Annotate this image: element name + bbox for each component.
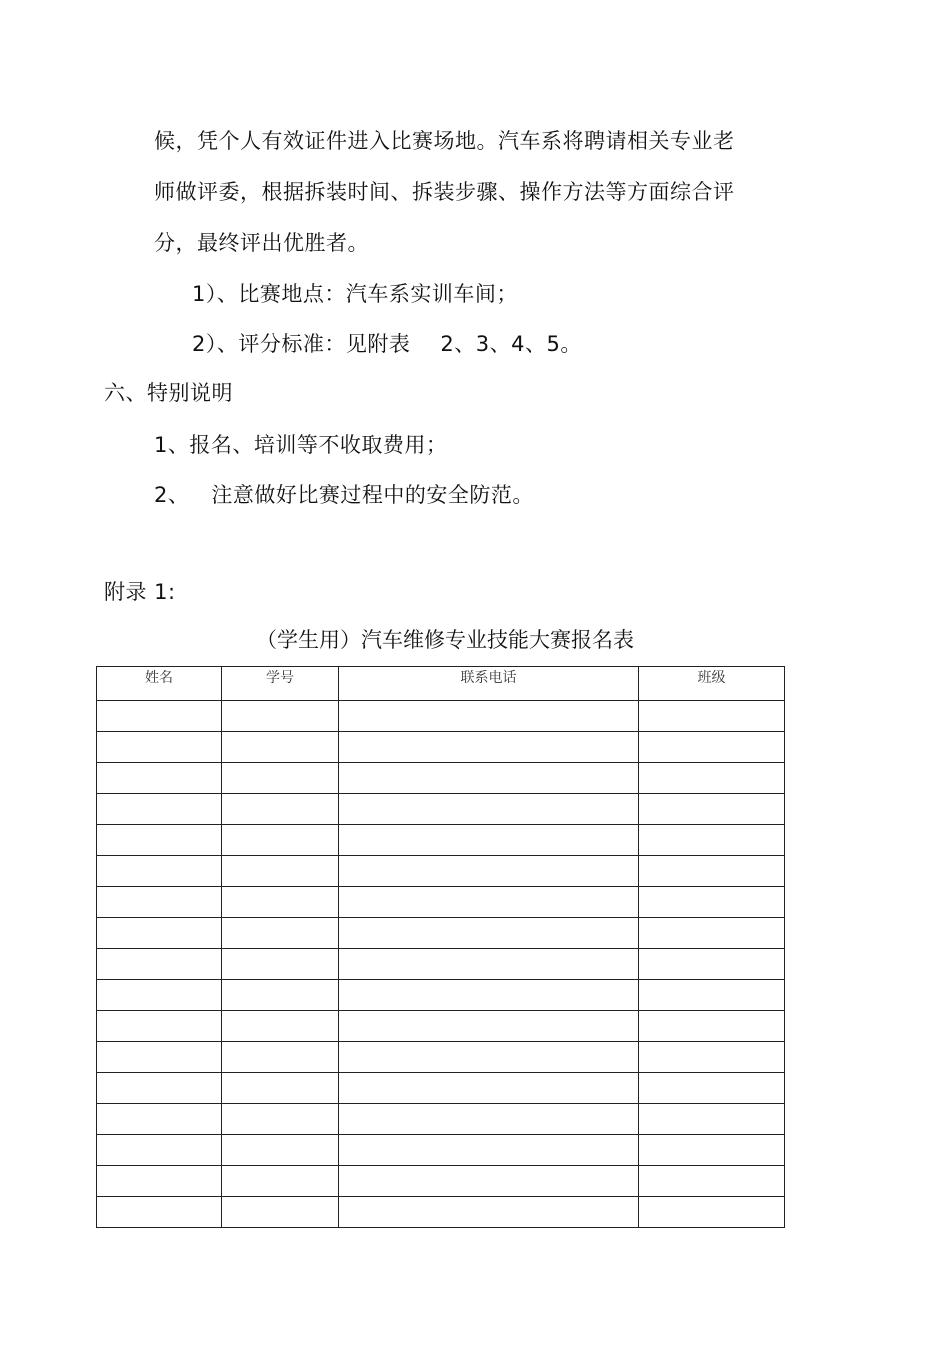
cell-student-id — [222, 918, 339, 949]
table-row — [97, 980, 785, 1011]
cell-class — [639, 1166, 785, 1197]
cell-phone — [339, 1197, 639, 1228]
table-row — [97, 825, 785, 856]
column-header-name: 姓名 — [97, 667, 222, 701]
table-row — [97, 887, 785, 918]
paragraph-line-2: 师做评委，根据拆装时间、拆装步骤、操作方法等方面综合评 — [154, 180, 735, 204]
note-item-2-number: 2、 — [154, 483, 190, 507]
cell-name — [97, 794, 222, 825]
cell-student-id — [222, 980, 339, 1011]
cell-name — [97, 1011, 222, 1042]
cell-class — [639, 825, 785, 856]
cell-phone — [339, 1135, 639, 1166]
cell-phone — [339, 794, 639, 825]
cell-class — [639, 1197, 785, 1228]
list-item-scoring — [192, 330, 582, 358]
cell-name — [97, 825, 222, 856]
cell-phone — [339, 1042, 639, 1073]
table-row — [97, 732, 785, 763]
cell-name — [97, 1104, 222, 1135]
cell-class — [639, 701, 785, 732]
table-row — [97, 1042, 785, 1073]
scoring-label: 2）、评分标准：见附表 — [192, 332, 411, 356]
cell-name — [97, 949, 222, 980]
cell-student-id — [222, 825, 339, 856]
cell-class — [639, 1011, 785, 1042]
cell-name — [97, 732, 222, 763]
cell-class — [639, 949, 785, 980]
cell-phone — [339, 980, 639, 1011]
cell-phone — [339, 732, 639, 763]
column-header-student-id: 学号 — [222, 667, 339, 701]
appendix-label: 附录 1: — [104, 580, 176, 604]
table-header-row — [97, 667, 785, 701]
cell-phone — [339, 949, 639, 980]
cell-name — [97, 701, 222, 732]
table-row — [97, 1135, 785, 1166]
cell-class — [639, 1104, 785, 1135]
scoring-tables: 2、3、4、5。 — [440, 332, 582, 356]
table-row — [97, 1104, 785, 1135]
note-item-1: 1、报名、培训等不收取费用； — [154, 433, 448, 457]
cell-student-id — [222, 1073, 339, 1104]
table-row — [97, 701, 785, 732]
list-item-venue: 1）、比赛地点：汽车系实训车间； — [192, 282, 518, 306]
cell-phone — [339, 1104, 639, 1135]
cell-student-id — [222, 1042, 339, 1073]
table-title: （学生用）汽车维修专业技能大赛报名表 — [256, 628, 634, 652]
cell-class — [639, 856, 785, 887]
table-row — [97, 794, 785, 825]
note-item-2-text: 注意做好比赛过程中的安全防范。 — [211, 483, 534, 507]
cell-student-id — [222, 794, 339, 825]
table-row — [97, 949, 785, 980]
paragraph-line-1: 候，凭个人有效证件进入比赛场地。汽车系将聘请相关专业老 — [154, 129, 735, 153]
table-row — [97, 1166, 785, 1197]
paragraph-line-3: 分，最终评出优胜者。 — [154, 231, 369, 255]
table-row — [97, 918, 785, 949]
column-header-phone: 联系电话 — [339, 667, 639, 701]
cell-class — [639, 918, 785, 949]
cell-student-id — [222, 887, 339, 918]
cell-name — [97, 763, 222, 794]
cell-student-id — [222, 1135, 339, 1166]
cell-class — [639, 887, 785, 918]
cell-class — [639, 732, 785, 763]
cell-phone — [339, 918, 639, 949]
cell-phone — [339, 763, 639, 794]
cell-student-id — [222, 949, 339, 980]
cell-phone — [339, 887, 639, 918]
cell-name — [97, 1073, 222, 1104]
cell-student-id — [222, 1197, 339, 1228]
cell-student-id — [222, 1011, 339, 1042]
cell-class — [639, 1042, 785, 1073]
cell-class — [639, 794, 785, 825]
cell-name — [97, 980, 222, 1011]
cell-name — [97, 1197, 222, 1228]
cell-class — [639, 763, 785, 794]
cell-student-id — [222, 763, 339, 794]
cell-student-id — [222, 856, 339, 887]
cell-student-id — [222, 701, 339, 732]
cell-phone — [339, 701, 639, 732]
cell-name — [97, 856, 222, 887]
cell-name — [97, 1166, 222, 1197]
cell-class — [639, 1135, 785, 1166]
cell-phone — [339, 825, 639, 856]
cell-phone — [339, 1166, 639, 1197]
cell-name — [97, 887, 222, 918]
table-row — [97, 856, 785, 887]
cell-student-id — [222, 1104, 339, 1135]
cell-name — [97, 1042, 222, 1073]
cell-name — [97, 918, 222, 949]
registration-table — [96, 666, 785, 1228]
section-heading: 六、特别说明 — [104, 381, 233, 405]
cell-class — [639, 1073, 785, 1104]
cell-name — [97, 1135, 222, 1166]
table-row — [97, 1011, 785, 1042]
cell-student-id — [222, 1166, 339, 1197]
cell-class — [639, 980, 785, 1011]
cell-phone — [339, 1073, 639, 1104]
table-row — [97, 1197, 785, 1228]
column-header-class: 班级 — [639, 667, 785, 701]
note-item-2 — [154, 481, 534, 509]
table-row — [97, 1073, 785, 1104]
table-body — [97, 701, 785, 1228]
cell-phone — [339, 856, 639, 887]
cell-student-id — [222, 732, 339, 763]
table-row — [97, 763, 785, 794]
cell-phone — [339, 1011, 639, 1042]
